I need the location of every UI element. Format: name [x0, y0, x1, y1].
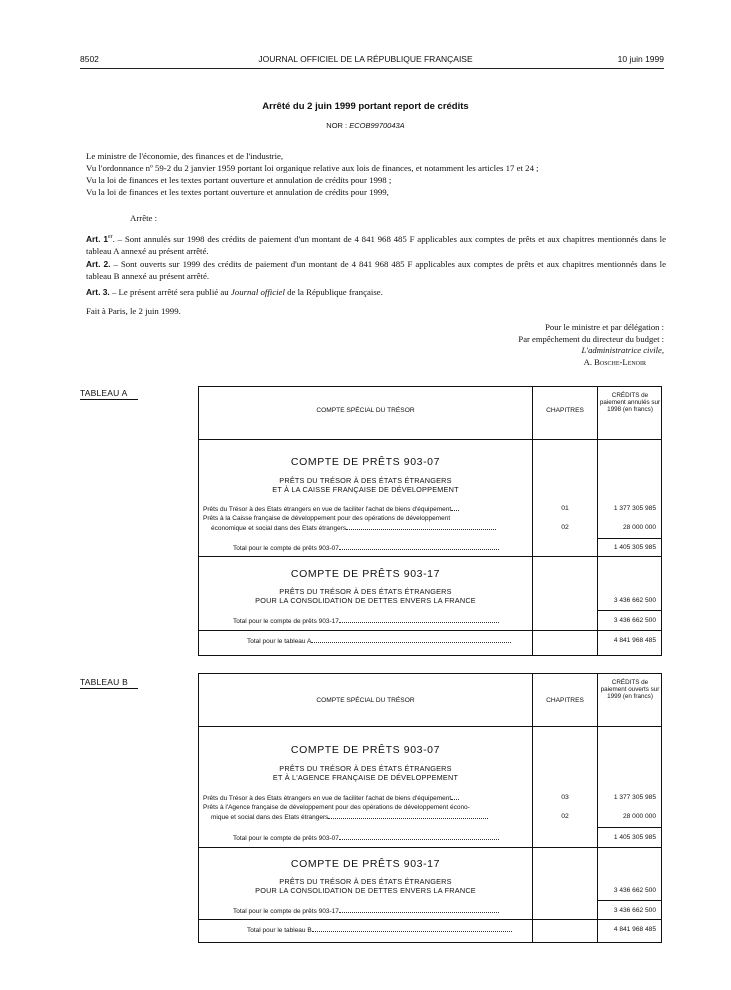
column-divider [532, 674, 533, 942]
value-cell: 1 377 305 985 [613, 505, 656, 512]
total-value: 3 436 662 500 [613, 617, 656, 624]
total-value: 1 405 305 985 [613, 834, 656, 841]
article-3-text-a: – Le présent arrêté sera publié au [109, 287, 231, 297]
value-cell: 28 000 000 [622, 813, 656, 820]
section-subtitle: PRÊTS DU TRÉSOR À DES ÉTATS ÉTRANGERS [279, 764, 452, 773]
value-cell: 3 436 662 500 [613, 887, 656, 894]
total-label: Total pour le compte de prêts 903-17 [233, 907, 499, 916]
article-3-text-b: de la République française. [284, 287, 383, 297]
article-3-journal: Journal officiel [230, 287, 285, 297]
preamble-line: Vu l'ordonnance nº 59-2 du 2 janvier 1959 portant loi organique relative aux lois de finances, et notamment les articles 17 et 24 ; [86, 163, 539, 173]
article-3 [86, 286, 666, 298]
table-row-label: mique et social dans des Etats étrangers [211, 813, 488, 822]
preamble-line: Vu la loi de finances et les textes portant ouverture et annulation de crédits pour 1998 ; [86, 175, 392, 185]
article-2 [86, 258, 666, 282]
total-rule [598, 538, 662, 539]
section-divider [199, 919, 662, 920]
article-3-label: Art. 3. [86, 287, 110, 297]
section-subtitle: POUR LA CONSOLIDATION DE DETTES ENVERS LA FRANCE [255, 596, 476, 605]
total-value: 1 405 305 985 [613, 544, 656, 551]
chapter-cell: 02 [561, 813, 569, 820]
section-title: COMPTE DE PRÊTS 903-17 [290, 858, 441, 870]
preamble [86, 150, 666, 198]
value-cell: 3 436 662 500 [613, 597, 656, 604]
signature-name [380, 357, 664, 369]
chapter-cell: 02 [561, 524, 569, 531]
grand-total-label: Total pour le tableau B [247, 926, 512, 935]
page-number: 8502 [80, 54, 99, 64]
article-1-label: Art. 1 [86, 233, 108, 244]
nor-label: NOR : [326, 121, 348, 130]
signature-line: Par empêchement du directeur du budget : [518, 333, 664, 344]
section-divider [199, 630, 662, 631]
value-cell: 1 377 305 985 [613, 794, 656, 801]
section-divider [199, 556, 662, 557]
signature-line: Pour le ministre et par délégation : [545, 322, 664, 332]
section-subtitle: PRÊTS DU TRÉSOR À DES ÉTATS ÉTRANGERS [279, 877, 452, 886]
total-label: Total pour le compte de prêts 903-07 [233, 544, 499, 553]
column-divider [597, 674, 598, 942]
arrete-title: Arrêté du 2 juin 1999 portant report de crédits [262, 101, 469, 112]
table-row-label: économique et social dans des Etats étrangers [211, 524, 496, 533]
head-compte: COMPTE SPÉCIAL DU TRÉSOR [316, 407, 415, 414]
article-2-text: – Sont ouverts sur 1999 des crédits de paiement d'un montant de 4 841 968 485 F applicables aux comptes de prêts et aux chapitres mentionnés dans le tableau B annexé au présent arrêté. [86, 259, 666, 281]
header-divider [199, 439, 661, 440]
arrete-word: Arrête : [130, 213, 158, 223]
section-title: COMPTE DE PRÊTS 903-07 [290, 456, 441, 468]
section-divider [199, 847, 662, 848]
article-2-label: Art. 2. [86, 259, 111, 269]
header-divider [199, 726, 661, 727]
section-title: COMPTE DE PRÊTS 903-17 [290, 568, 441, 580]
section-subtitle: PRÊTS DU TRÉSOR À DES ÉTATS ÉTRANGERS [279, 587, 452, 596]
tableau-a-label: TABLEAU A [80, 388, 138, 400]
column-divider [532, 387, 533, 655]
issue-date: 10 juin 1999 [617, 54, 664, 64]
table-row-label: Prêts à l'Agence française de développement pour des opérations de développement écono- [203, 804, 470, 811]
table-row-label: Prêts du Trésor à des Etats étrangers en vue de faciliter l'achat de biens d'équipement [203, 794, 459, 803]
section-title: COMPTE DE PRÊTS 903-07 [290, 744, 441, 756]
column-divider [597, 387, 598, 655]
signature-initial: A. [583, 356, 592, 367]
head-credits: CRÉDITS de paiement annulés sur 1998 (en francs) [599, 392, 661, 414]
tableau-b-label: TABLEAU B [80, 677, 138, 689]
signature-block [380, 322, 664, 368]
total-label: Total pour le compte de prêts 903-17 [233, 617, 499, 626]
fait-line: Fait à Paris, le 2 juin 1999. [86, 306, 181, 316]
total-label: Total pour le compte de prêts 903-07 [233, 834, 499, 843]
tableau-b [198, 673, 662, 943]
signature-surname: Bosche-Lenoir [594, 356, 646, 367]
grand-total-label: Total pour le tableau A [247, 637, 511, 646]
head-chapitres: CHAPITRES [546, 697, 584, 704]
total-rule [598, 610, 662, 611]
article-1 [86, 231, 666, 257]
section-subtitle: ET À L'AGENCE FRANÇAISE DE DÉVELOPPEMENT [272, 773, 459, 782]
total-value: 3 436 662 500 [613, 907, 656, 914]
nor-code: ECOB9970043A [349, 121, 405, 130]
head-compte: COMPTE SPÉCIAL DU TRÉSOR [316, 697, 415, 704]
section-subtitle: ET À LA CAISSE FRANÇAISE DE DÉVELOPPEMENT [272, 485, 459, 494]
head-chapitres: CHAPITRES [546, 407, 584, 414]
total-rule [598, 827, 662, 828]
section-subtitle: POUR LA CONSOLIDATION DE DETTES ENVERS LA FRANCE [255, 886, 476, 895]
grand-total-value: 4 841 968 485 [613, 926, 656, 933]
header-rule [80, 68, 664, 69]
preamble-line: Le ministre de l'économie, des finances et de l'industrie, [86, 151, 284, 161]
chapter-cell: 01 [561, 505, 569, 512]
article-1-sup: er [108, 234, 113, 240]
nor-line [0, 121, 731, 130]
table-row-label: Prêts à la Caisse française de développement pour des opérations de développement [203, 515, 451, 522]
journal-title: JOURNAL OFFICIEL DE LA RÉPUBLIQUE FRANÇAISE [258, 54, 473, 64]
head-credits: CRÉDITS de paiement ouverts sur 1999 (en francs) [600, 679, 660, 701]
grand-total-value: 4 841 968 485 [613, 637, 656, 644]
value-cell: 28 000 000 [622, 524, 656, 531]
signature-line: L'administratrice civile, [581, 345, 664, 355]
section-subtitle: PRÊTS DU TRÉSOR À DES ÉTATS ÉTRANGERS [279, 476, 452, 485]
preamble-line: Vu la loi de finances et les textes portant ouverture et annulation de crédits pour 1999, [86, 187, 389, 197]
tableau-a [198, 386, 662, 656]
total-rule [598, 900, 662, 901]
article-1-text: . – Sont annulés sur 1998 des crédits de paiement d'un montant de 4 841 968 485 F applicables aux comptes de prêts et aux chapitres mentionnés dans le tableau A annexé au présent arrêté. [86, 233, 666, 256]
table-row-label: Prêts du Trésor à des Etats étrangers en vue de faciliter l'achat de biens d'équipement [203, 505, 459, 514]
chapter-cell: 03 [561, 794, 569, 801]
